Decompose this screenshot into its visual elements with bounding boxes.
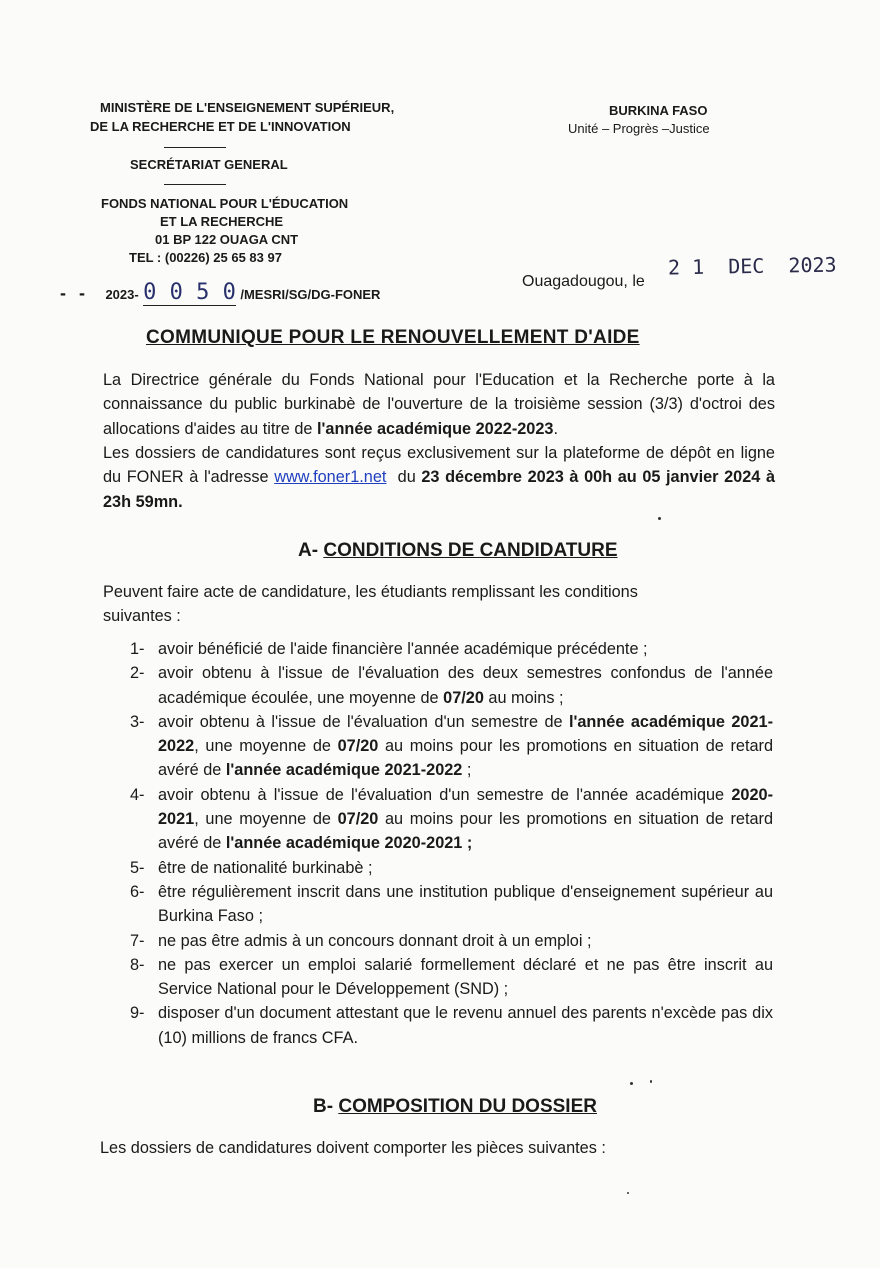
country-name: BURKINA FASO (609, 103, 708, 118)
section-b-lead: Les dossiers de candidatures doivent comporter les pièces suivantes : (100, 1139, 606, 1157)
paper-speck (627, 1192, 629, 1194)
intro-text: La Directrice générale du Fonds National pour l'Education et la Recherche porte à la connaissance du public burkinabè de l'ouverture de la troisième session (3/3) d'octroi des allocations d'aides au titre de (103, 371, 775, 438)
header-divider (164, 184, 226, 185)
condition-emphasis: l'année académique 2021-2022 (225, 761, 463, 780)
condition-text: être de nationalité burkinabè ; (158, 858, 373, 877)
section-b-title: COMPOSITION DU DOSSIER (338, 1096, 597, 1117)
submission-text: Les dossiers de candidatures sont reçus exclusivement sur la plateforme de dépôt en ligne du FONER à l'adresse (103, 444, 775, 487)
fund-name-line1: FONDS NATIONAL POUR L'ÉDUCATION (101, 196, 349, 211)
condition-text: être régulièrement inscrit dans une institution publique d'enseignement supérieur au Burkina Faso ; (158, 882, 773, 926)
foner-website-link[interactable]: www.foner1.net (274, 468, 387, 487)
condition-number: 6- (130, 882, 145, 901)
reference-suffix: /MESRI/SG/DG-FONER (240, 287, 381, 302)
condition-number: 2- (130, 664, 145, 683)
fund-address: 01 BP 122 OUAGA CNT (155, 232, 299, 247)
section-a-lead (103, 580, 703, 629)
condition-item (130, 710, 773, 783)
condition-item (130, 929, 773, 953)
condition-text: , une moyenne de (194, 810, 338, 829)
condition-text: avoir obtenu à l'issue de l'évaluation des deux semestres confondus de l'année académique écoulée, une moyenne de (158, 664, 773, 707)
section-b-heading (313, 1096, 597, 1118)
condition-text: ne pas être admis à un concours donnant droit à un emploi ; (158, 931, 592, 950)
paper-speck (658, 517, 661, 520)
condition-number: 8- (130, 955, 145, 974)
condition-text: disposer d'un document attestant que le revenu annuel des parents n'excède pas dix (10) millions de francs CFA. (158, 1004, 773, 1047)
secretariat-label: SECRÉTARIAT GENERAL (130, 157, 288, 172)
condition-number: 7- (130, 931, 145, 950)
condition-number: 9- (130, 1004, 145, 1023)
section-a-prefix: A- (298, 540, 319, 561)
condition-item (130, 1001, 773, 1050)
condition-text: ne pas exercer un emploi salarié formellement déclaré et ne pas être inscrit au Service National pour le Développement (SND) ; (158, 955, 773, 999)
submission-text: du (386, 468, 422, 487)
condition-emphasis: 07/20 (337, 810, 379, 829)
condition-text: avoir obtenu à l'issue de l'évaluation d'un semestre de (158, 712, 569, 731)
condition-number: 3- (130, 712, 145, 731)
conditions-ordered-list (130, 637, 773, 1050)
condition-item (130, 637, 773, 661)
section-a-title: CONDITIONS DE CANDIDATURE (323, 540, 618, 561)
submission-period: 23 décembre 2023 à 00h au 05 janvier 2024 à 23h 59mn. (103, 468, 775, 511)
fund-phone: TEL : (00226) 25 65 83 97 (129, 250, 282, 265)
intro-paragraph (103, 368, 775, 441)
ministry-name-line2: DE LA RECHERCHE ET DE L'INNOVATION (90, 119, 351, 134)
condition-item (130, 856, 773, 880)
condition-text: avoir bénéficié de l'aide financière l'année académique précédente ; (158, 640, 648, 658)
paper-speck (630, 1082, 633, 1085)
condition-text: avoir obtenu à l'issue de l'évaluation d'un semestre de l'année académique (158, 785, 732, 804)
condition-emphasis: 07/20 (337, 737, 379, 756)
reference-handwritten-number: 0 0 5 0 (143, 280, 236, 305)
condition-text: au moins pour les promotions en situation de retard avéré de (158, 810, 773, 853)
reference-dashes: - - (60, 283, 89, 303)
condition-text: au moins pour les promotions en situation de retard avéré de (158, 737, 773, 780)
country-motto: Unité – Progrès –Justice (568, 121, 710, 136)
condition-emphasis: l'année académique 2020-2021 ; (225, 834, 473, 853)
academic-year-highlight: l'année académique 2022-2023 (317, 419, 554, 438)
condition-item (130, 953, 773, 1002)
intro-text: . (553, 419, 558, 438)
header-divider (164, 147, 226, 148)
condition-number: 1- (130, 640, 145, 658)
section-a-lead-text: Peuvent faire acte de candidature, les étudiants remplissant les conditions suivantes : (103, 583, 638, 626)
condition-emphasis: 07/20 (443, 688, 484, 707)
submission-paragraph (103, 441, 775, 514)
date-stamp: 2 1 DEC 2023 (667, 252, 837, 280)
condition-number: 4- (130, 785, 145, 804)
reference-number (60, 280, 380, 310)
conditions-list (130, 637, 773, 1050)
paper-speck (650, 1080, 652, 1083)
condition-text: au moins ; (483, 688, 564, 707)
fund-name-line2: ET LA RECHERCHE (160, 214, 284, 229)
condition-item (130, 783, 773, 856)
section-a-heading (298, 540, 618, 562)
place-label: Ouagadougou, le (522, 273, 645, 290)
reference-year: 2023- (105, 287, 139, 302)
condition-emphasis: 2020-2021 (158, 785, 773, 829)
section-b-prefix: B- (313, 1096, 334, 1117)
ministry-name-line1: MINISTÈRE DE L'ENSEIGNEMENT SUPÉRIEUR, (100, 100, 395, 115)
condition-number: 5- (130, 858, 145, 877)
condition-text: ; (462, 761, 472, 780)
condition-text: , une moyenne de (194, 737, 338, 756)
document-title: COMMUNIQUE POUR LE RENOUVELLEMENT D'AIDE (146, 327, 640, 348)
condition-emphasis: l'année académique 2021-2022 (158, 712, 773, 756)
condition-item (130, 661, 773, 710)
condition-item (130, 880, 773, 929)
